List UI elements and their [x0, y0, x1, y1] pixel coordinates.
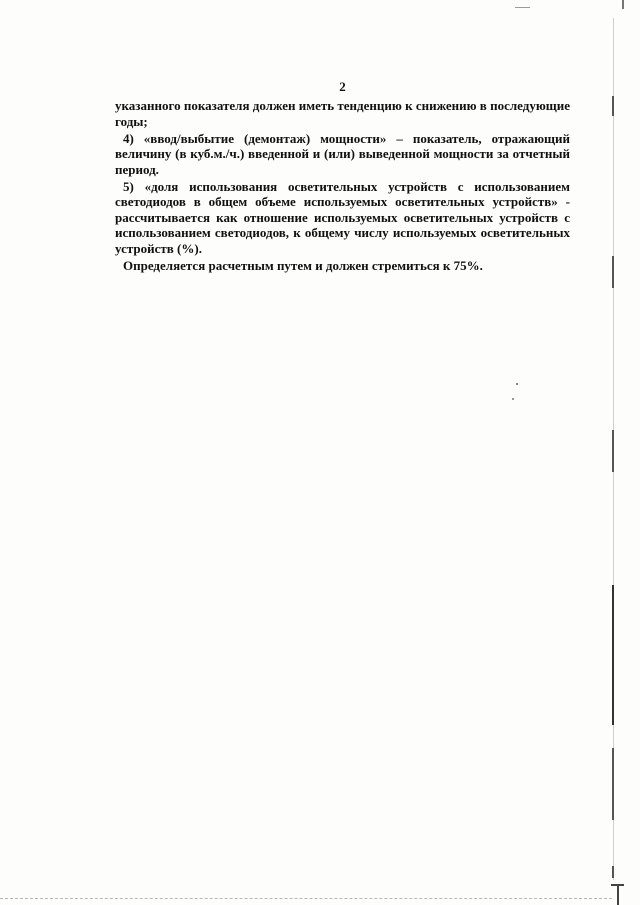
scan-edge-mark: [612, 748, 614, 820]
document-line: рассчитывается как отношение используемых осветительных устройств с: [115, 209, 570, 225]
paragraph-item-4: [115, 131, 570, 178]
document-line: светодиодов в общем объеме используемых осветительных устройств» -: [115, 194, 570, 209]
scan-top-mark: [622, 0, 624, 9]
scan-speck: [512, 398, 514, 400]
paragraph-continuation: [115, 98, 570, 129]
scan-edge-mark: [612, 256, 614, 288]
scan-edge-mark: [612, 866, 614, 878]
paragraph-item-5: [115, 179, 570, 257]
document-line: 5) «доля использования осветительных устройств с использованием: [123, 178, 570, 194]
scan-top-dash: [515, 7, 530, 8]
document-line: устройств (%).: [115, 240, 202, 256]
document-line: указанного показателя должен иметь тенденцию к снижению в последующие: [115, 98, 570, 113]
scan-edge-mark: [612, 585, 614, 725]
document-body: [115, 98, 570, 273]
document-line: период.: [115, 161, 159, 177]
scan-edge-mark: [612, 96, 614, 116]
document-line: годы;: [115, 113, 148, 129]
paragraph-determination: [115, 258, 570, 274]
scan-bottom-line: [0, 898, 612, 899]
scan-speck: [516, 383, 518, 385]
document-line: использованием светодиодов, к общему числу используемых осветительных: [115, 225, 570, 240]
scan-bottom-corner-mark: [617, 884, 619, 905]
page-number: 2: [339, 79, 346, 94]
document-line: Определяется расчетным путем и должен стремиться к 75%.: [123, 257, 483, 273]
document-line: 4) «ввод/выбытие (демонтаж) мощности» – показатель, отражающий: [123, 130, 570, 146]
document-line: величину (в куб.м./ч.) введенной и (или) выведенной мощности за отчетный: [115, 146, 570, 161]
scan-edge-mark: [612, 430, 614, 472]
